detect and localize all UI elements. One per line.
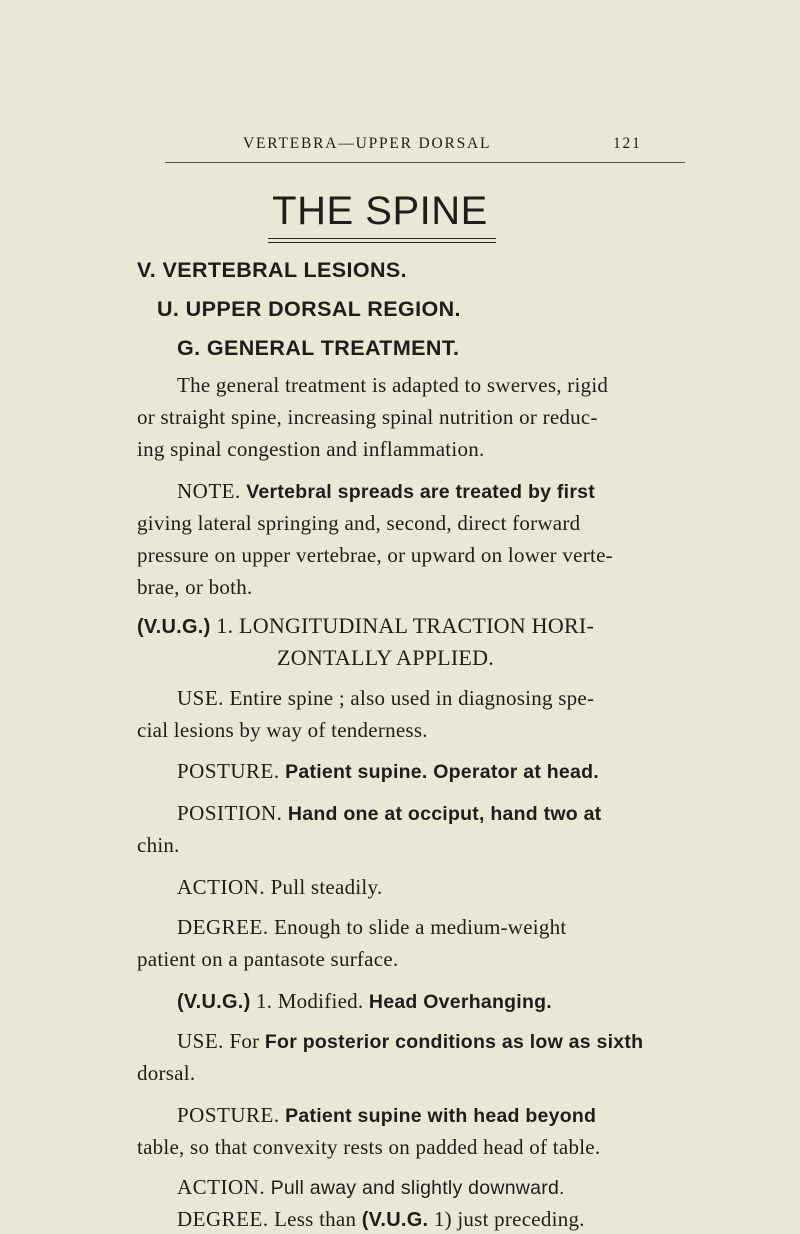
t2-use-label: USE. bbox=[177, 1029, 224, 1053]
t1-use-text: Entire spine ; also used in diagnosing spe- bbox=[229, 686, 595, 710]
technique-2-ref: (V.U.G.) bbox=[177, 991, 251, 1013]
technique-1-number: 1. bbox=[216, 613, 234, 638]
t1-degree-line-2: patient on a pantasote surface. bbox=[137, 947, 399, 971]
t2-use-line-1 bbox=[177, 1027, 643, 1056]
t1-position-line-1 bbox=[177, 799, 601, 828]
t2-posture-line-1 bbox=[177, 1101, 596, 1130]
t1-action-label: ACTION. bbox=[177, 875, 266, 899]
t1-use-line-1 bbox=[177, 684, 594, 712]
technique-2-title: Head Overhanging. bbox=[368, 991, 552, 1013]
t1-action-line bbox=[177, 873, 382, 901]
t1-use-label: USE. bbox=[177, 686, 224, 710]
t2-posture-text: Patient supine with head beyond bbox=[285, 1105, 597, 1127]
note-text: Vertebral spreads are treated by first bbox=[246, 481, 595, 503]
technique-1-heading bbox=[137, 612, 594, 641]
intro-line-2: or straight spine, increasing spinal nutrition or reduc- bbox=[137, 405, 598, 429]
page-title: THE SPINE bbox=[272, 189, 488, 233]
t2-use-line-2: dorsal. bbox=[137, 1061, 196, 1085]
t2-action-label: ACTION. bbox=[177, 1175, 266, 1199]
technique-2-heading bbox=[177, 987, 552, 1016]
note-line-2: giving lateral springing and, second, direct forward bbox=[137, 511, 581, 535]
running-head bbox=[243, 129, 683, 159]
title-rule-top bbox=[268, 238, 496, 239]
t2-degree-ref: (V.U.G. bbox=[361, 1209, 429, 1231]
intro-line-3: ing spinal congestion and inflammation. bbox=[137, 437, 485, 461]
page-number: 121 bbox=[613, 135, 642, 152]
note-line-3: pressure on upper vertebrae, or upward on lower verte- bbox=[137, 543, 613, 567]
running-head-rule bbox=[165, 162, 685, 163]
t1-degree-label: DEGREE. bbox=[177, 915, 269, 939]
t2-posture-line-2: table, so that convexity rests on padded head of table. bbox=[137, 1135, 601, 1159]
section-v-heading: V. VERTEBRAL LESIONS. bbox=[137, 258, 408, 282]
t1-action-text: Pull steadily. bbox=[270, 875, 383, 899]
technique-1-title: LONGITUDINAL TRACTION HORI- bbox=[239, 613, 595, 638]
t1-position-line-2: chin. bbox=[137, 833, 180, 857]
t2-posture-label: POSTURE. bbox=[177, 1103, 280, 1127]
technique-1-title-cont: ZONTALLY APPLIED. bbox=[277, 645, 495, 670]
t1-position-label: POSITION. bbox=[177, 801, 283, 825]
note-line-4: brae, or both. bbox=[137, 575, 253, 599]
t2-action-line bbox=[177, 1173, 565, 1202]
t1-use-line-2: cial lesions by way of tenderness. bbox=[137, 718, 428, 742]
t2-degree-post: 1) just preceding. bbox=[433, 1207, 585, 1231]
t2-degree-line bbox=[177, 1205, 585, 1234]
technique-2-modified: Modified. bbox=[277, 989, 364, 1013]
title-rule-bottom bbox=[268, 242, 496, 243]
technique-1-ref: (V.U.G.) bbox=[137, 616, 211, 638]
section-g-heading: G. GENERAL TREATMENT. bbox=[177, 336, 460, 360]
t2-action-text: Pull away and slightly downward. bbox=[270, 1177, 565, 1199]
running-head-title: VERTEBRA—UPPER DORSAL bbox=[243, 135, 492, 152]
note-label: NOTE. bbox=[177, 479, 241, 503]
t1-posture-label: POSTURE. bbox=[177, 759, 280, 783]
t2-use-text-start: For bbox=[229, 1029, 265, 1053]
technique-2-number: 1. bbox=[256, 989, 273, 1013]
t1-posture-text: Patient supine. Operator at head. bbox=[285, 761, 599, 783]
t2-degree-pre: Less than bbox=[274, 1207, 357, 1231]
intro-line-1: The general treatment is adapted to swerves, rigid bbox=[177, 373, 609, 397]
t2-degree-label: DEGREE. bbox=[177, 1207, 269, 1231]
section-u-heading: U. UPPER DORSAL REGION. bbox=[157, 297, 461, 321]
t1-degree-line-1 bbox=[177, 913, 566, 941]
note-line-1 bbox=[177, 477, 595, 506]
t1-posture-line bbox=[177, 757, 599, 786]
t1-position-text: Hand one at occiput, hand two at bbox=[287, 803, 602, 825]
t2-use-text: For posterior conditions as low as sixth bbox=[264, 1031, 644, 1053]
t1-degree-text: Enough to slide a medium-weight bbox=[274, 915, 567, 939]
